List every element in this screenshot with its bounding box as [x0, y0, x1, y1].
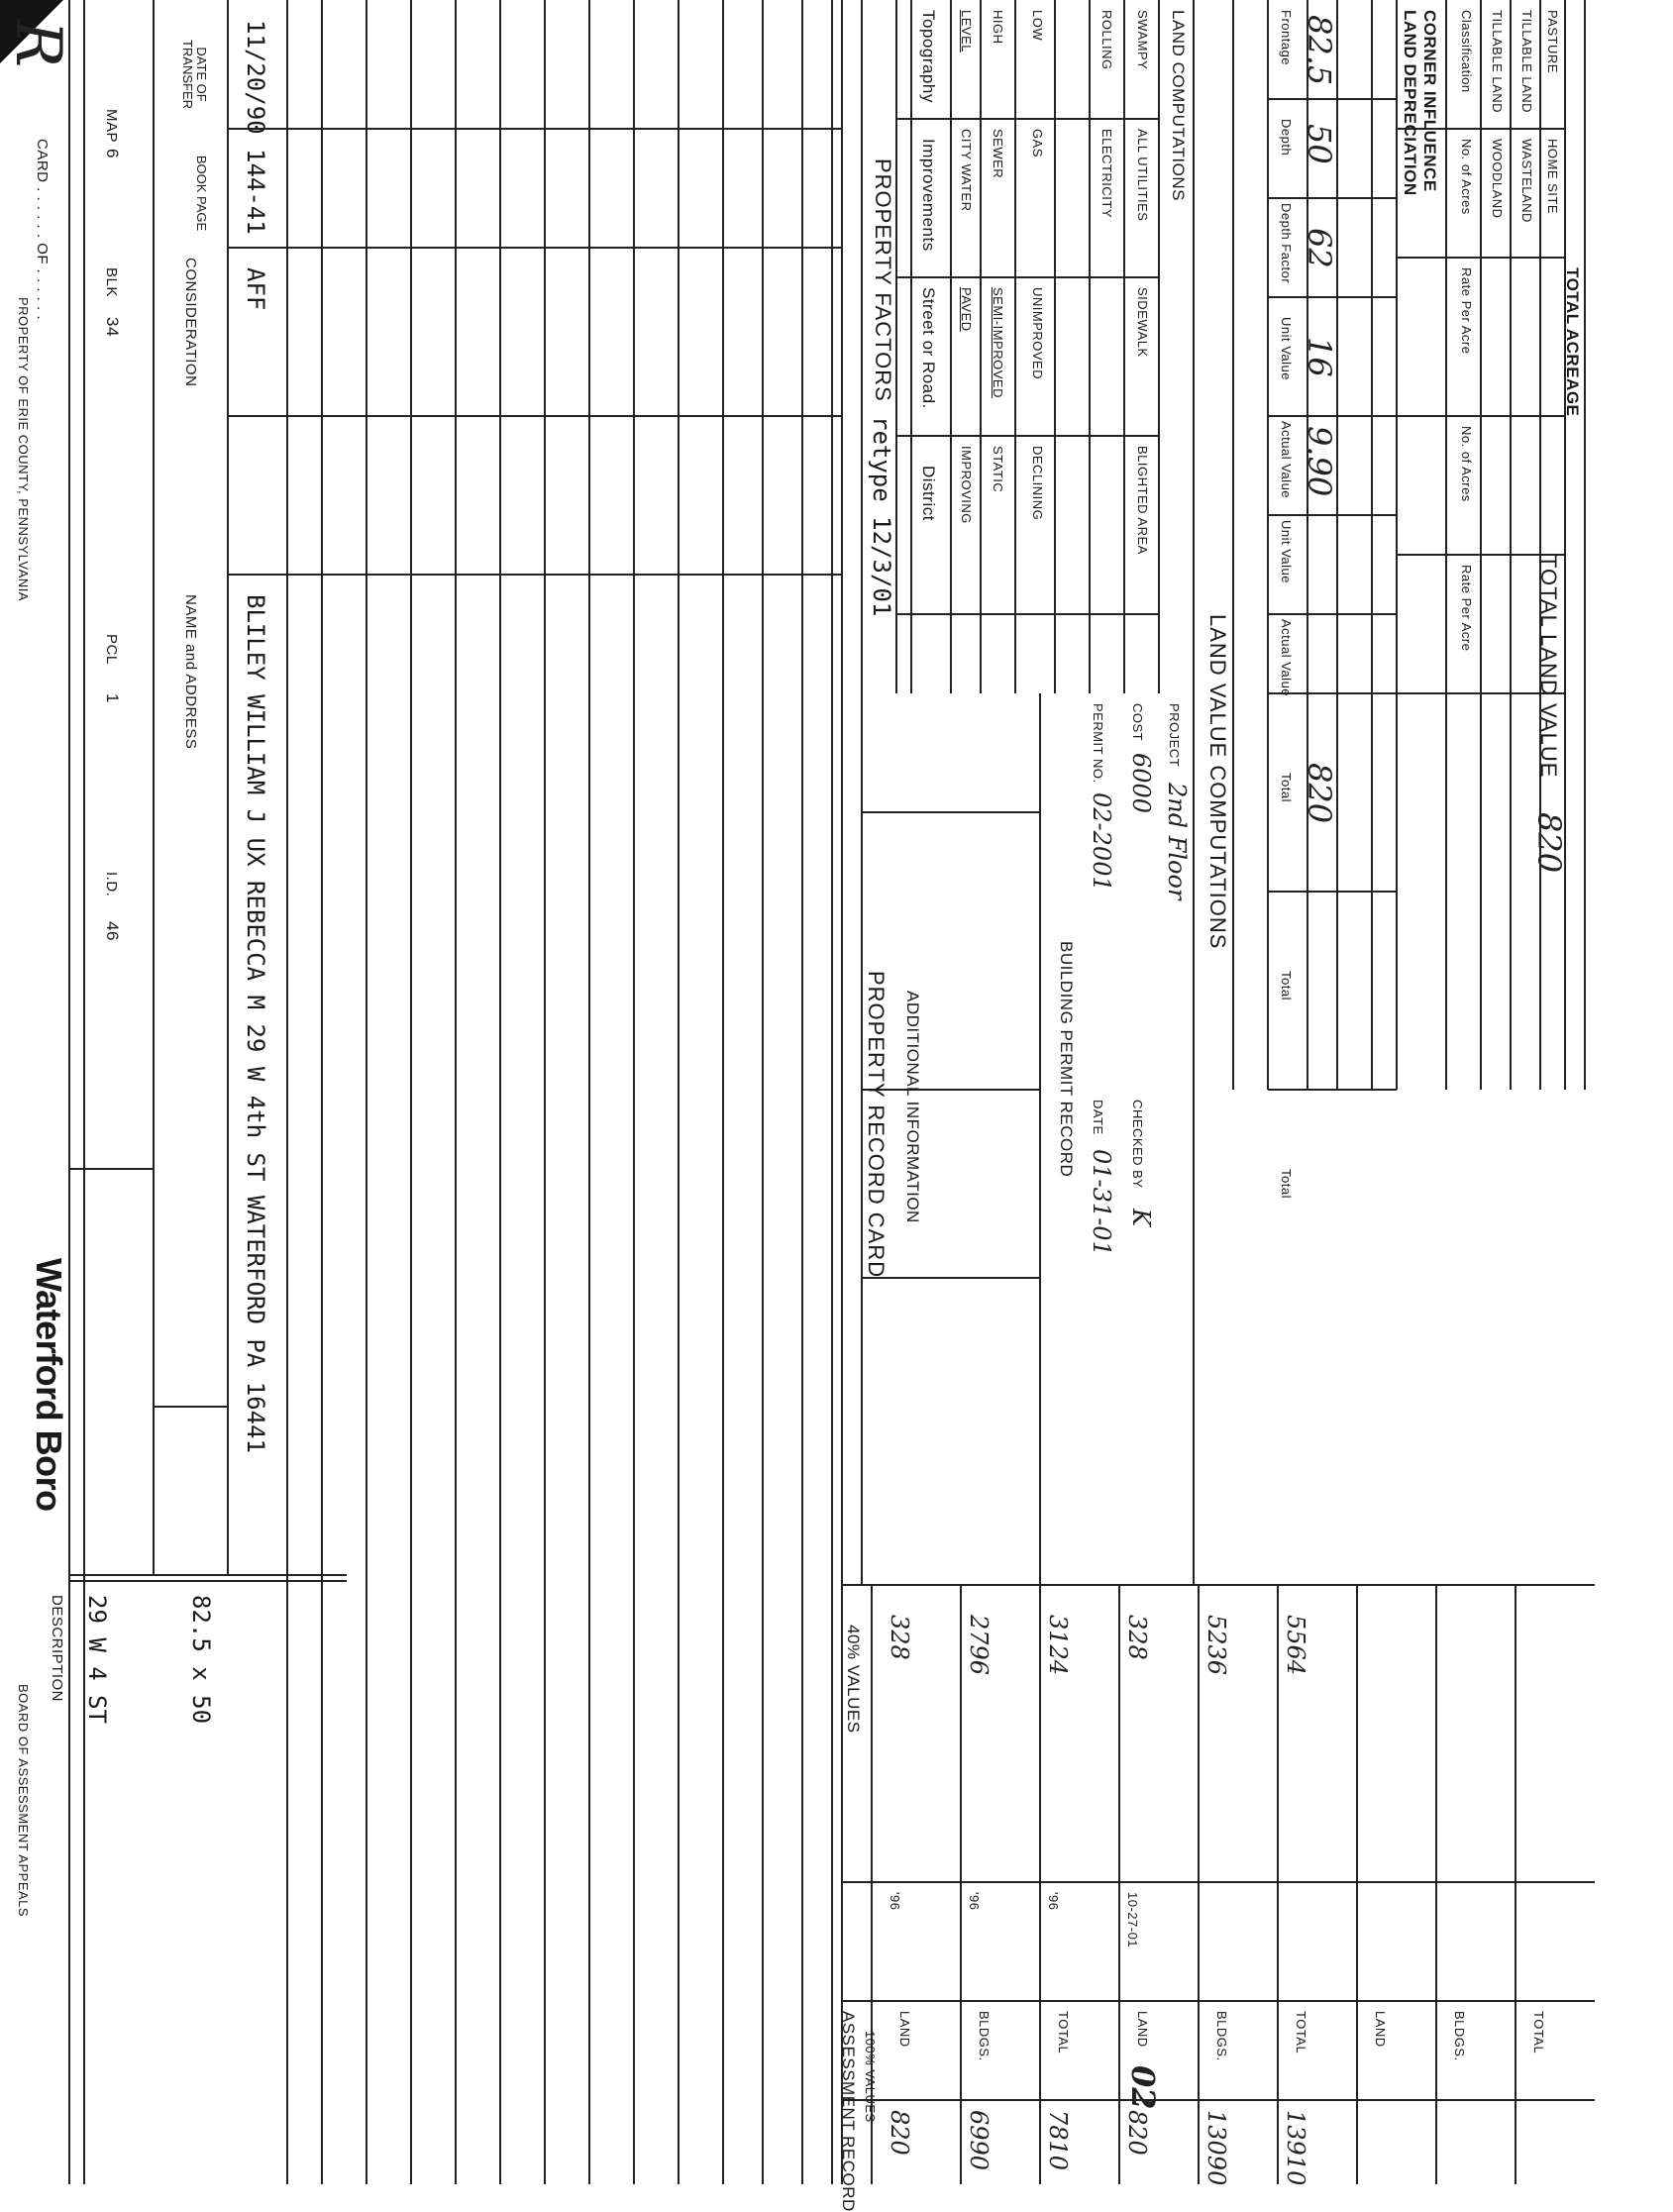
ld-col-rate-2: Rate Per Acre: [1459, 565, 1474, 652]
assess-row-total-1: TOTAL: [1056, 2011, 1071, 2054]
lvc-col-actual-value-2: Actual Value: [1279, 619, 1294, 697]
assess-year-overlay: 02: [1124, 2065, 1162, 2110]
assess-row-bldgs-1: BLDGS.: [977, 2011, 992, 2061]
land-computations-title: LAND COMPUTATIONS: [1169, 10, 1188, 201]
imp-city-water: CITY WATER: [959, 129, 974, 212]
year-mark-2: '96: [967, 1892, 982, 1911]
ld-col-classification: Classification: [1459, 10, 1474, 93]
initial-mark: R: [1, 20, 74, 68]
assess-value-4: 820: [1123, 2110, 1151, 2156]
lvc-col-depth: Depth: [1279, 119, 1294, 157]
topo-high: HIGH: [991, 10, 1005, 45]
lvc-col-unit-value-2: Unit Value: [1279, 520, 1294, 584]
id-label: I.D.: [103, 872, 120, 897]
checked-by-label: CHECKED BY: [1130, 1100, 1145, 1189]
value40-1: 328: [886, 1615, 913, 1660]
lvc-title: LAND VALUE COMPUTATIONS: [1205, 614, 1230, 950]
total-acreage-label: TOTAL ACREAGE: [1563, 267, 1582, 417]
consideration-label: CONSIDERATION: [182, 258, 199, 387]
land-depreciation-title: LAND DEPRECIATION: [1401, 10, 1419, 196]
assess-row-total-2: TOTAL: [1294, 2011, 1308, 2054]
book-page: 144-41: [242, 149, 269, 235]
ld-col-acres: No. of Acres: [1459, 139, 1474, 215]
transfer-date: 11/20/90: [242, 20, 269, 135]
street-sidewalk: SIDEWALK: [1135, 287, 1150, 358]
corner-influence-title: CORNER INFLUENCE: [1420, 10, 1439, 192]
values-40-title: 40% VALUES: [844, 1625, 863, 1734]
id-value: 46: [103, 921, 122, 941]
year-mark-1: '96: [888, 1892, 902, 1911]
card-label: CARD . . . . . . OF . . . . . .: [34, 139, 51, 321]
map-value: 6: [103, 149, 122, 158]
lvc-col-total: Total: [1279, 773, 1294, 802]
permit-date-value: 01-31-01: [1088, 1149, 1115, 1256]
street-unimproved: UNIMPROVED: [1030, 287, 1045, 380]
blk-value: 34: [103, 317, 122, 337]
value40-6: 5564: [1282, 1615, 1309, 1676]
assess-row-land-3: LAND: [1373, 2011, 1388, 2048]
record-card-title: PROPERTY RECORD CARD: [864, 971, 889, 1279]
book-page-label: BOOK PAGE: [194, 155, 209, 232]
permit-date-label: DATE: [1091, 1100, 1105, 1135]
topo-low: LOW: [1030, 10, 1045, 42]
footer-left: PROPERTY OF ERIE COUNTY, PENNSYLVANIA: [16, 297, 31, 601]
assess-value-2: 6990: [965, 2110, 993, 2171]
value40-2: 2796: [965, 1615, 993, 1676]
lvc-col-depth-factor: Depth Factor: [1279, 203, 1294, 284]
imp-all-utilities: ALL UTILITIES: [1135, 129, 1150, 222]
col-topography: Topography: [919, 10, 938, 103]
imp-electricity: ELECTRICITY: [1099, 129, 1114, 219]
value40-5: 5236: [1202, 1615, 1230, 1676]
permit-no-label: PERMIT NO.: [1091, 703, 1105, 784]
lvc-col-frontage: Frontage: [1279, 10, 1294, 66]
col-district: District: [919, 466, 938, 521]
topo-rolling: ROLLING: [1099, 10, 1114, 70]
ld-class-wasteland: WASTELAND: [1519, 139, 1534, 223]
lvc-col-total-3: Total: [1279, 1169, 1294, 1199]
ld-class-woodland: WOODLAND: [1490, 139, 1505, 219]
assess-row-land-1: LAND: [897, 2011, 912, 2048]
imp-sewer: SEWER: [991, 129, 1005, 179]
lvc-depth: 50: [1301, 124, 1338, 164]
map-label: MAP: [103, 109, 120, 144]
checked-by-value: K: [1127, 1209, 1155, 1226]
assess-value-6: 13910: [1282, 2110, 1309, 2186]
col-improvements: Improvements: [919, 139, 938, 252]
assess-value-1: 820: [886, 2110, 913, 2156]
lvc-col-total-2: Total: [1279, 971, 1294, 1001]
district-declining: DECLINING: [1030, 446, 1045, 521]
assess-row-bldgs-2: BLDGS.: [1214, 2011, 1229, 2061]
footer-right: BOARD OF ASSESSMENT APPEALS: [16, 1684, 31, 1918]
consideration: AFF: [242, 267, 269, 311]
imp-gas: GAS: [1030, 129, 1045, 158]
year-mark-4: 10-27-01: [1125, 1892, 1140, 1949]
municipality-title: Waterford Boro: [29, 1258, 69, 1512]
total-land-value: 820: [1530, 812, 1568, 874]
name-address-label: NAME and ADDRESS: [182, 594, 199, 750]
lvc-frontage: 82.5: [1301, 15, 1338, 86]
cost-label: COST: [1130, 703, 1145, 742]
additional-info-title: ADDITIONAL INFORMATION: [903, 991, 922, 1223]
description-label: DESCRIPTION: [49, 1595, 65, 1703]
owner-name-address: BLILEY WILLIAM J UX REBECCA M 29 W 4th ST WATERFORD PA 16441: [242, 594, 269, 1453]
value40-4: 328: [1123, 1615, 1151, 1660]
topo-level: LEVEL: [959, 10, 974, 53]
district-blighted: BLIGHTED AREA: [1135, 446, 1150, 555]
assess-value-5: 13090: [1202, 2110, 1230, 2186]
lvc-col-unit-value: Unit Value: [1279, 317, 1294, 381]
retype-note: retype 12/3/01: [868, 416, 895, 617]
street-paved: PAVED: [959, 287, 974, 332]
assess-value-3: 7810: [1044, 2110, 1072, 2171]
year-mark-3: '96: [1046, 1892, 1061, 1911]
ld-class-home-site: HOME SITE: [1545, 139, 1560, 215]
lvc-depth-factor: 62: [1301, 228, 1338, 268]
project-value: 2nd Floor: [1163, 783, 1191, 900]
permit-no-value: 02-2001: [1088, 792, 1115, 892]
street-semi-improved: SEMI-IMPROVED: [991, 287, 1005, 398]
dimensions-value: 82.5 x 50: [187, 1595, 215, 1725]
assess-row-bldgs-3: BLDGS.: [1452, 2011, 1467, 2061]
assess-row-total-3: TOTAL: [1531, 2011, 1546, 2054]
permit-title: BUILDING PERMIT RECORD: [1057, 941, 1076, 1178]
ld-col-rate: Rate Per Acre: [1459, 267, 1474, 355]
ld-class-tillable-2: TILLABLE LAND: [1519, 10, 1534, 114]
pcl-value: 1: [103, 693, 122, 703]
ld-class-tillable-1: TILLABLE LAND: [1490, 10, 1505, 114]
district-improving: IMPROVING: [959, 446, 974, 524]
property-factors-title: PROPERTY FACTORS: [871, 158, 895, 402]
assess-row-land-2: LAND: [1135, 2011, 1150, 2048]
lvc-actual-value: 9.90: [1301, 426, 1338, 497]
cost-value: 6000: [1127, 753, 1155, 814]
value40-3: 3124: [1044, 1615, 1072, 1676]
assessment-title: ASSESSMENT RECORD: [839, 2011, 858, 2212]
pcl-label: PCL: [103, 634, 120, 665]
total-land-value-label: TOTAL LAND VALUE: [1536, 555, 1561, 779]
description-value: 29 W 4 ST: [83, 1595, 111, 1725]
assessment-subtitle: 100% VALUES: [863, 2031, 878, 2123]
lvc-unit-value: 16: [1301, 337, 1338, 377]
lvc-col-actual-value: Actual Value: [1279, 421, 1294, 499]
col-street: Street or Road.: [919, 287, 938, 409]
lvc-total: 820: [1301, 763, 1338, 824]
topo-swampy: SWAMPY: [1135, 10, 1150, 70]
blk-label: BLK: [103, 267, 120, 297]
ld-col-acres-2: No. of Acres: [1459, 426, 1474, 502]
ld-class-pasture: PASTURE: [1545, 10, 1560, 73]
date-of-transfer-label: DATE OF TRANSFER: [180, 39, 209, 110]
project-label: PROJECT: [1167, 703, 1182, 768]
district-static: STATIC: [991, 446, 1005, 493]
